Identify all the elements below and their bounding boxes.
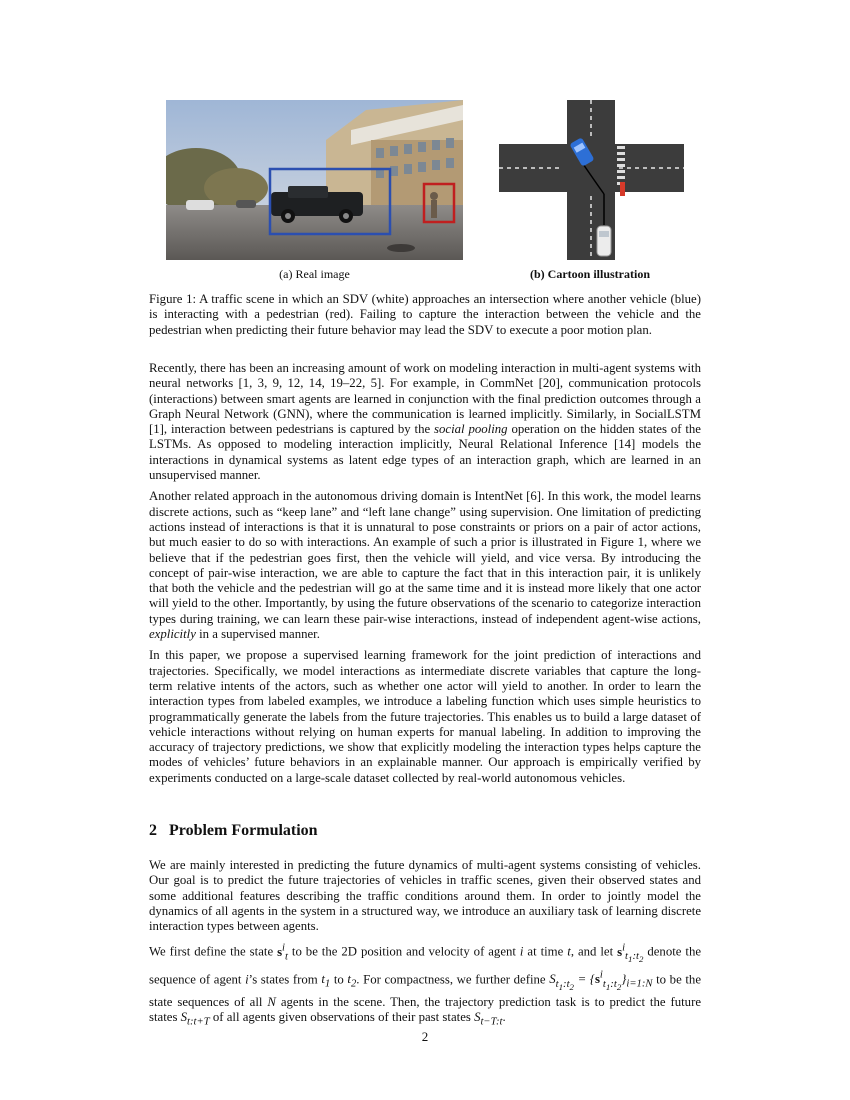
problem-formulation-body xyxy=(149,858,701,1036)
paragraph-interaction-modeling: Recently, there has been an increasing amount of work on modeling interaction in multi-agent systems with neural networks [1, 3, 9, 12, 14, 19–22, 5]. For example, in CommNet [20], communication protocols (interactions) between smart agents are learned in conjunction with the final prediction outcomes through a Graph Neural Network (GNN), where the communication is learned implicitly. Similarly, in SocialLSTM [1], interaction between pedestrians is captured by the social pooling operation on the hidden states of the LSTMs. As opposed to modeling interaction implicitly, Neural Relational Inference [14] models the interactions in dynamical systems as latent edge types of an interaction graph, which are learned in an unsupervised manner. xyxy=(149,361,701,483)
paragraph-intentnet: Another related approach in the autonomous driving domain is IntentNet [6]. In this work, the model learns discrete actions, such as “keep lane” and “left lane change” using supervision. One limitation of predicting actions instead of interactions is that it is unnatural to pose constraints or priors on a pair of actor actions, but much easier to do so with interactions. An example of such a prior is illustrated in Figure 1, where we believe that if the pedestrian goes first, then the vehicle will yield, and vice versa. By introducing the concept of pair-wise interaction, we are able to capture the fact that in this interaction pair, it is unlikely that both the vehicle and the pedestrian will go at the same time and it is instead more likely that one actor will yield to the other. Importantly, by using the future observations of the scenario to categorize interaction types during training, we can learn these pair-wise interactions, instead of independent agent-wise actions, explicitly in a supervised manner. xyxy=(149,489,701,642)
section-heading xyxy=(149,822,318,840)
paragraph-proposal: In this paper, we propose a supervised learning framework for the joint prediction of interactions and trajectories. Specifically, we model interactions as intermediate discrete variables that capture the long-term relative intents of the actors, such as whether one actor will yield to another. In order to learn the interaction types from labeled examples, we introduce a labeling function which uses simple heuristics to programmatically generate the labels from the future trajectories. This enables us to build a large dataset of vehicle interactions without relying on human experts for manual labeling. In addition to improving the accuracy of trajectory predictions, we show that explicitly modeling the interaction types helps capture the modes of vehicles’ future behaviors in an explainable manner. Our approach is empirically verified by experiments conducted on a large-scale dataset collected by real-world autonomous vehicles. xyxy=(149,648,701,785)
subcaption-b: (b) Cartoon illustration xyxy=(530,267,650,281)
subcaption-a: (a) Real image xyxy=(279,267,350,281)
real-image xyxy=(166,100,463,260)
paragraph-definitions: We first define the state $s^i_t$ to be the 2D position and velocity of agent i at time t, and let $s^i_{t_1:t_2}$ denote the sequence of agent i’s states from $t_1$ to $t_2$. For compactness, we further define $S_{t_1:t_2} = \{s^i_{t_1:t_2}\}_{i=1:N}$ to be the state sequences of all N agents in the scene. Then, the trajectory prediction task is to predict the future states $S_{t:t+T}$ of all agents given observations of their past states $S_{t-T:t}$. xyxy=(149,942,702,1028)
cartoon-illustration xyxy=(499,100,684,260)
figure-caption: Figure 1: A traffic scene in which an SDV (white) approaches an intersection where another vehicle (blue) is interacting with a pedestrian (red). Failing to capture the interaction between the vehicle and the pedestrian when predicting their future behavior may lead the SDV to execute a poor motion plan. xyxy=(149,292,701,337)
paragraph-goal: We are mainly interested in predicting the future dynamics of multi-agent systems consisting of vehicles. Our goal is to predict the future trajectories of vehicles in traffic scenes, given their observed states and some additional features describing the traffic conditions around them. In order to jointly model the dynamics of all agents in the system in a structured way, we introduce an auxiliary task of learning discrete interaction types between agents. xyxy=(149,858,701,934)
page-number: 2 xyxy=(421,1029,429,1044)
section-number: 2 xyxy=(149,822,157,839)
section-title: Problem Formulation xyxy=(169,822,318,839)
introduction-body xyxy=(149,361,701,792)
figure-1 xyxy=(0,100,850,290)
